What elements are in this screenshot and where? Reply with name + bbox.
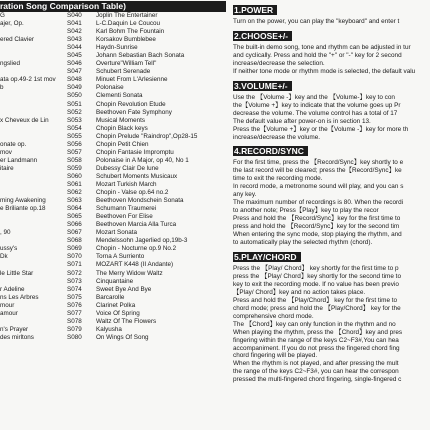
instruction-line: chord fingering will be played. — [233, 352, 318, 360]
song-title: Mendelssohn Jagerlied op,19b-3 — [96, 237, 188, 245]
table-row — [0, 84, 226, 92]
table-row — [0, 173, 226, 181]
section-heading: 5.PLAY/CHORD — [233, 252, 301, 262]
table-row — [0, 261, 226, 269]
song-number: S054 — [67, 124, 82, 132]
song-number: S047 — [67, 68, 82, 76]
table-row — [0, 197, 226, 205]
song-title: Torna A Surriento — [96, 253, 145, 261]
song-number: S057 — [67, 148, 82, 156]
table-row — [0, 165, 226, 173]
table-row — [0, 36, 226, 44]
instruction-section — [233, 0, 430, 26]
instruction-line: to another note; Press【Play】key to play the recor — [233, 207, 379, 215]
instruction-line: pressed the multi-fingered chord fingering, single-fingered c — [233, 376, 402, 384]
song-number: S048 — [67, 76, 82, 84]
table-title: ration Song Comparison Table) — [0, 1, 226, 12]
song-number: S064 — [67, 205, 82, 213]
song-number: S041 — [67, 20, 82, 28]
song-name-left: er Landmann — [0, 156, 38, 164]
song-title: Chopin Petit Chien — [96, 140, 149, 148]
table-row — [0, 44, 226, 52]
song-title: Schumann Traumerei — [96, 205, 157, 213]
song-name-left: Dk — [0, 253, 8, 261]
song-title: Joplin The Entertainer — [96, 12, 158, 19]
song-number: S069 — [67, 245, 82, 253]
table-row — [0, 213, 226, 221]
instruction-line: and cyclically. Press and hold the "+" or "-" key for 2 second — [233, 51, 402, 59]
song-title: Chopin Prelude "Raindrop",Op28-15 — [96, 132, 198, 140]
section-heading: 1.POWER — [233, 5, 277, 15]
table-row — [0, 60, 226, 68]
table-row — [0, 237, 226, 245]
table-row — [0, 270, 226, 278]
instruction-line: Turn on the power, you can play the "keyboard" and enter t — [233, 18, 400, 25]
song-name-left: onate op. — [0, 140, 27, 148]
instruction-section — [233, 141, 430, 246]
song-name-left: itaire — [0, 164, 14, 172]
song-title: Waltz Of The Flowers — [96, 317, 157, 325]
song-number: S058 — [67, 156, 82, 164]
table-row — [0, 149, 226, 157]
song-number: S043 — [67, 36, 82, 44]
song-title: Schubert Moments Musicaux — [96, 172, 178, 180]
song-title: Chopin Fantasie Impromptu — [96, 148, 174, 156]
song-title: Korsakov Bumblebee — [96, 36, 156, 44]
section-heading: 4.RECORD/SYNC — [233, 146, 308, 156]
song-title: Beethoven For Elise — [96, 213, 153, 221]
song-name-left: , 90 — [0, 229, 11, 237]
song-title: Mozart Sonata — [96, 229, 137, 237]
song-name-left: r Adeline — [0, 285, 25, 293]
song-number: S075 — [67, 293, 82, 301]
song-title: Mozart Turkish March — [96, 180, 157, 188]
table-row — [0, 253, 226, 261]
instruction-line: time to exit the recording mode. — [233, 175, 323, 183]
table-rows — [0, 12, 226, 350]
table-row — [0, 318, 226, 326]
song-number: S044 — [67, 44, 82, 52]
table-row — [0, 326, 226, 334]
song-name-left: mov — [0, 148, 12, 156]
table-row — [0, 302, 226, 310]
song-title: Dubessy Clair De lune — [96, 164, 159, 172]
instruction-line: If neither tone mode or rhythm mode is selected, the default valu — [233, 67, 416, 75]
song-number: S078 — [67, 317, 82, 325]
song-title: The Merry Widow Waltz — [96, 269, 163, 277]
table-row — [0, 12, 226, 20]
song-name-left: mour — [0, 301, 15, 309]
song-name-left: le Little Star — [0, 269, 34, 277]
song-title: Chopin - Valse op.64 no.2 — [96, 189, 169, 197]
song-number: S060 — [67, 172, 82, 180]
instruction-line: The built-in demo song, tone and rhythm can be adjusted in tur — [233, 43, 411, 51]
song-name-left: des mirltons — [0, 333, 34, 341]
song-title: Cinquantaine — [96, 277, 134, 285]
instruction-line: press the 【Play/ Chord】key shortly for the second time to — [233, 272, 402, 280]
song-name-left: G — [0, 12, 5, 19]
table-row — [0, 141, 226, 149]
song-title: Beethoven Marcia Alla Turca — [96, 221, 177, 229]
song-number: S059 — [67, 164, 82, 172]
song-number: S068 — [67, 237, 82, 245]
instruction-line: When playing the rhythm, press the 【Chord】key and pres — [233, 328, 403, 336]
instruction-line: Press and hold the 【Record/Sync】key for the first time to — [233, 215, 401, 223]
song-title: Kalyusha — [96, 325, 122, 333]
song-name-left: x Cheveux de Lin — [0, 116, 49, 124]
instruction-line: press and hold the 【Record/Sync】key for the second tim — [233, 223, 400, 231]
instruction-line: When entering the sync mode, stop playing the rhythm, and — [233, 231, 402, 239]
song-number: S053 — [67, 116, 82, 124]
table-row — [0, 20, 226, 28]
song-title: Chopin Black keys — [96, 124, 148, 132]
table-row — [0, 181, 226, 189]
song-number: S042 — [67, 28, 82, 36]
song-title: Karl Bohm The Fountain — [96, 28, 165, 36]
song-number: S067 — [67, 229, 82, 237]
song-name-left: n's Prayer — [0, 325, 29, 333]
song-number: S079 — [67, 325, 82, 333]
song-number: S066 — [67, 221, 82, 229]
table-row — [0, 52, 226, 60]
section-heading: 3.VOLUME+/- — [233, 81, 292, 91]
song-name-left: ngslied — [0, 60, 20, 68]
instruction-section — [233, 76, 430, 142]
song-number: S050 — [67, 92, 82, 100]
instruction-line: decrease the volume. The volume control has a total of 17 — [233, 109, 398, 117]
instruction-line: fingering within the range of the keys C2~F3#,You can hea — [233, 336, 399, 344]
song-name-left: amour — [0, 309, 18, 317]
instruction-line: Press and hold the 【Play/Chord】 key for the first time to — [233, 296, 398, 304]
instruction-line: The maximum number of recordings is 80. When the recordi — [233, 199, 404, 207]
song-number: S049 — [67, 84, 82, 92]
table-row — [0, 76, 226, 84]
song-number: S063 — [67, 197, 82, 205]
instruction-line: any key. — [233, 191, 257, 199]
song-title: Schubert Serenade — [96, 68, 151, 76]
song-title: Chopin Revolution Etude — [96, 100, 166, 108]
instruction-line: accompaniment. If you do not press the fingered chord fing — [233, 344, 400, 352]
instruction-line: The default value after power-on is in section 13. — [233, 117, 371, 125]
song-title: Clementi Sonata — [96, 92, 143, 100]
instruction-line: the range of the keys C2~F3#, you can hear the correspon — [233, 368, 399, 376]
song-number: S077 — [67, 309, 82, 317]
song-name-left: e Briliante op.18 — [0, 205, 46, 213]
song-title: MOZART K448 (II Andante) — [96, 261, 174, 269]
song-name-left: ming Awakening — [0, 197, 46, 205]
instruction-line: 【Play/ Chord】key and no action takes place. — [233, 288, 366, 296]
song-number: S065 — [67, 213, 82, 221]
song-title: Polonaise — [96, 84, 124, 92]
instruction-section — [233, 26, 430, 76]
instruction-line: In record mode, a metronome sound will play, and you can s — [233, 183, 404, 191]
song-number: S072 — [67, 269, 82, 277]
table-row — [0, 286, 226, 294]
table-row — [0, 157, 226, 165]
table-row — [0, 205, 226, 213]
song-number: S076 — [67, 301, 82, 309]
instruction-line: Press the 【Play/ Chord】 key shortly for the first time to p — [233, 264, 399, 272]
instruction-line: increase/decrease the selection. — [233, 59, 325, 67]
song-number: S080 — [67, 333, 82, 341]
song-number: S073 — [67, 277, 82, 285]
table-row — [0, 117, 226, 125]
instruction-line: comprehensive chord mode. — [233, 312, 314, 320]
instruction-line: chord mode; press and hold the 【Play/Chord】 key for the — [233, 304, 401, 312]
table-row — [0, 221, 226, 229]
table-row — [0, 189, 226, 197]
table-row — [0, 342, 226, 350]
song-title: On Wings Of Song — [96, 333, 149, 341]
song-title: Johann Sebastian Bach Sonata — [96, 52, 185, 60]
instruction-section — [233, 247, 430, 384]
song-number: S051 — [67, 100, 82, 108]
song-number: S055 — [67, 132, 82, 140]
table-row — [0, 92, 226, 100]
table-row — [0, 229, 226, 237]
song-title: Musical Moments — [96, 116, 145, 124]
song-name-left: ata op.49-2 1st mov — [0, 76, 56, 84]
table-row — [0, 68, 226, 76]
song-title: Clarinet Polka — [96, 301, 136, 309]
instruction-line: the【Volume +】key to indicate that the volume goes up Pr — [233, 101, 401, 109]
instructions-column — [233, 0, 430, 430]
song-title: Sweet Bye And Bye — [96, 285, 152, 293]
song-number: S070 — [67, 253, 82, 261]
song-number: S052 — [67, 108, 82, 116]
section-heading: 2.CHOOSE+/- — [233, 31, 292, 41]
table-row — [0, 125, 226, 133]
table-row — [0, 278, 226, 286]
song-number: S061 — [67, 180, 82, 188]
table-row — [0, 133, 226, 141]
song-title: Voice Of Spring — [96, 309, 140, 317]
song-number: S074 — [67, 285, 82, 293]
table-row — [0, 294, 226, 302]
song-title: Minuet From L'Arlesienne — [96, 76, 168, 84]
instruction-line: to automatically play the selected rhythm (chord). — [233, 239, 373, 247]
song-name-left: ajer, Op. — [0, 20, 24, 28]
table-row — [0, 101, 226, 109]
song-name-left: b — [0, 84, 4, 92]
song-title: Polonaise in A Major, op 40, No 1 — [96, 156, 189, 164]
song-number: S040 — [67, 12, 82, 19]
song-name-left: ns Les Arbres — [0, 293, 39, 301]
table-row — [0, 310, 226, 318]
song-title: Beethoven Fate Symphony — [96, 108, 172, 116]
instruction-line: The 【Chord】key can only function in the rhythm and no — [233, 320, 396, 328]
instruction-line: the last record will be cleared; press the【Record/Sync】ke — [233, 167, 402, 175]
song-title: Beethoven Mondschein Sonata — [96, 197, 184, 205]
song-name-left: ussy's — [0, 245, 18, 253]
song-title: Chopin - Nocturne op.9 No.2 — [96, 245, 177, 253]
instruction-line: Use the 【Volume -】key and the 【Volume-】key to con — [233, 93, 395, 101]
song-title: Overture"William Tell" — [96, 60, 157, 68]
table-row — [0, 245, 226, 253]
table-row — [0, 334, 226, 342]
song-number: S071 — [67, 261, 82, 269]
instruction-line: Press the【Volume +】key or the【Volume -】key for more th — [233, 125, 409, 133]
instruction-line: increase/decrease the volume. — [233, 133, 321, 141]
song-number: S045 — [67, 52, 82, 60]
song-title: Barcarolle — [96, 293, 125, 301]
instruction-line: When the rhythm is not played, and after pressing the mult — [233, 360, 399, 368]
song-name-left: ered Clavier — [0, 36, 34, 44]
song-number: S056 — [67, 140, 82, 148]
table-row — [0, 28, 226, 36]
song-number: S046 — [67, 60, 82, 68]
table-row — [0, 109, 226, 117]
instruction-line: key to exit the recording mode. If no value has been previo — [233, 280, 399, 288]
instruction-line: For the first time, press the 【Record/Sync】key shortly to e — [233, 159, 404, 167]
song-title: Haydn-Sunrise — [96, 44, 138, 52]
song-title: L-C.Daquin Le Coucou — [96, 20, 161, 28]
song-number: S062 — [67, 189, 82, 197]
